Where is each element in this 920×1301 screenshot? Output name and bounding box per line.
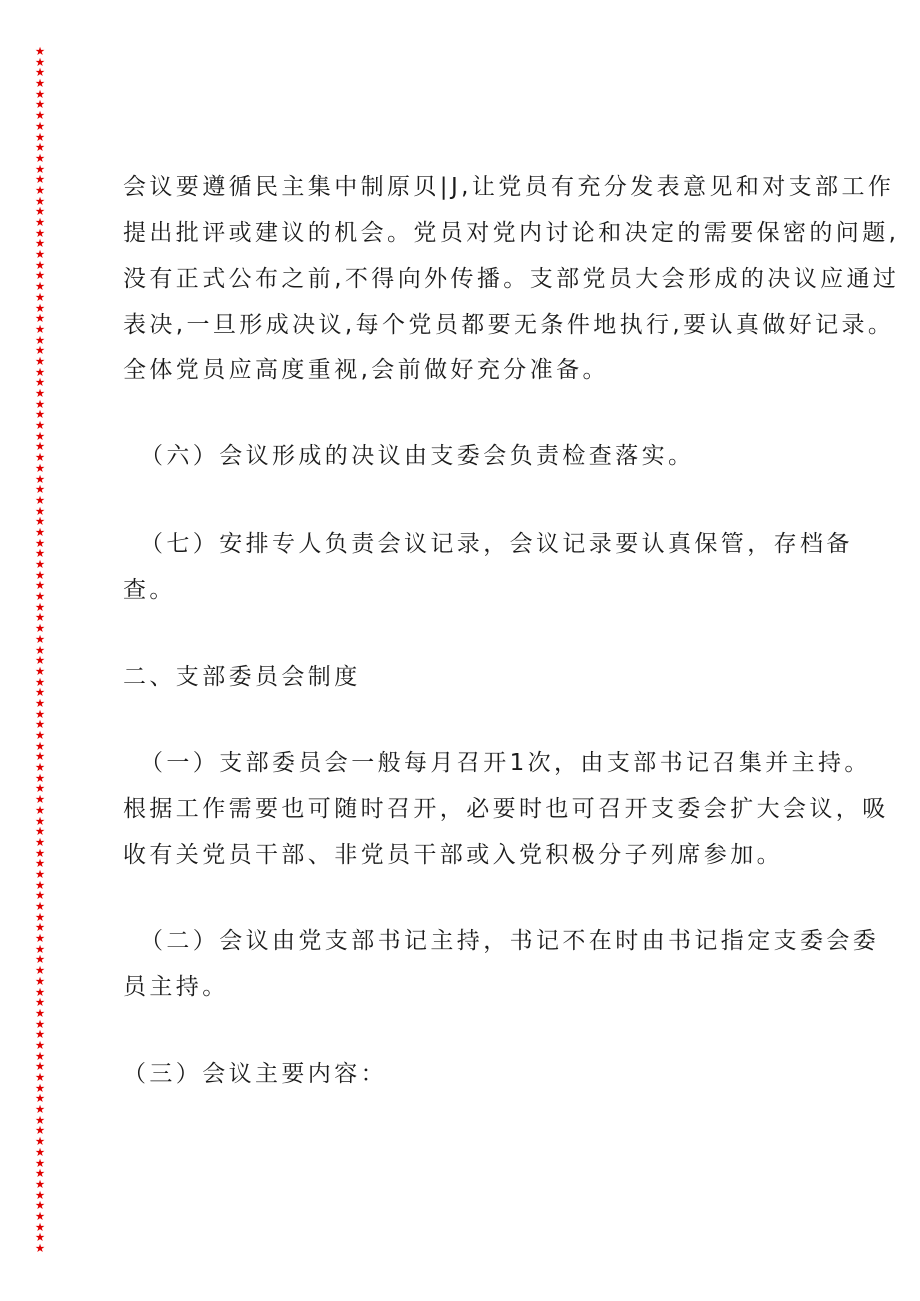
star-icon: ★	[34, 642, 46, 657]
star-icon: ★	[34, 1155, 46, 1170]
star-icon: ★	[34, 1134, 46, 1149]
star-icon: ★	[34, 546, 46, 561]
star-icon: ★	[34, 792, 46, 807]
star-icon: ★	[34, 236, 46, 251]
star-icon: ★	[34, 108, 46, 123]
paragraph-1-line-3: 没有正式公布之前,不得向外传播。支部党员大会形成的决议应通过	[123, 266, 900, 292]
star-icon: ★	[34, 1219, 46, 1234]
star-icon: ★	[34, 321, 46, 336]
star-icon: ★	[34, 1027, 46, 1042]
star-icon: ★	[34, 492, 46, 507]
star-icon: ★	[34, 247, 46, 262]
star-icon: ★	[34, 781, 46, 796]
star-icon: ★	[34, 364, 46, 379]
star-icon: ★	[34, 631, 46, 646]
paragraph-1-line-4: 表决,一旦形成决议,每个党员都要无条件地执行,要认真做好记录。	[123, 312, 895, 338]
star-icon: ★	[34, 728, 46, 742]
star-icon: ★	[34, 685, 46, 700]
star-icon: ★	[34, 845, 46, 860]
star-icon: ★	[34, 610, 46, 625]
star-icon: ★	[34, 396, 46, 411]
star-icon: ★	[34, 760, 46, 775]
star-icon: ★	[34, 589, 46, 604]
star-icon: ★	[34, 1166, 46, 1181]
star-icon: ★	[34, 150, 46, 165]
star-icon: ★	[34, 182, 46, 197]
star-icon: ★	[34, 279, 46, 294]
star-icon: ★	[34, 225, 46, 240]
item-2-3-line-1: （三）会议主要内容：	[123, 1061, 387, 1087]
star-icon: ★	[34, 1048, 46, 1063]
item-6-line-1: （六）会议形成的决议由支委会负责检查落实。	[140, 443, 695, 469]
star-icon: ★	[34, 65, 46, 80]
star-icon: ★	[34, 439, 46, 454]
star-icon: ★	[34, 1198, 46, 1213]
star-icon: ★	[34, 140, 46, 155]
star-icon: ★	[34, 738, 46, 753]
star-icon: ★	[34, 76, 46, 91]
star-icon: ★	[34, 557, 46, 571]
star-icon: ★	[34, 257, 46, 272]
star-icon: ★	[34, 888, 46, 903]
paragraph-1-line-2: 提出批评或建议的机会。党员对党内讨论和决定的需要保密的问题,	[123, 220, 900, 246]
star-icon: ★	[34, 215, 46, 229]
star-icon: ★	[34, 941, 46, 956]
paragraph-1-line-1: 会议要遵循民主集中制原贝|J,让党员有充分发表意见和对支部工作	[123, 174, 895, 200]
item-2-1-line-1: （一）支部委员会一般每月召开1次，由支部书记召集并主持。	[140, 750, 871, 776]
star-icon: ★	[34, 86, 46, 101]
star-icon: ★	[34, 524, 46, 539]
star-icon: ★	[34, 1112, 46, 1127]
star-icon: ★	[34, 129, 46, 144]
star-icon: ★	[34, 963, 46, 978]
star-icon: ★	[34, 204, 46, 219]
star-icon: ★	[34, 695, 46, 710]
star-icon: ★	[34, 717, 46, 732]
star-icon: ★	[34, 343, 46, 358]
star-icon: ★	[34, 418, 46, 433]
star-icon: ★	[34, 514, 46, 529]
star-icon: ★	[34, 172, 46, 187]
star-icon: ★	[34, 674, 46, 689]
star-icon: ★	[34, 866, 46, 881]
star-icon: ★	[34, 973, 46, 988]
item-2-2-line-1: （二）会议由党支部书记主持，书记不在时由书记指定支委会委	[140, 928, 880, 954]
paragraph-1-line-5: 全体党员应高度重视,会前做好充分准备。	[123, 357, 609, 383]
star-icon: ★	[34, 920, 46, 935]
star-icon: ★	[34, 460, 46, 475]
star-icon: ★	[34, 1059, 46, 1074]
star-icon: ★	[34, 984, 46, 999]
star-icon: ★	[34, 770, 46, 785]
star-icon: ★	[34, 535, 46, 550]
star-icon: ★	[34, 332, 46, 347]
star-icon: ★	[34, 824, 46, 839]
star-icon: ★	[34, 161, 46, 176]
star-icon: ★	[34, 353, 46, 368]
star-icon: ★	[34, 386, 46, 400]
star-icon: ★	[34, 46, 46, 58]
star-icon: ★	[34, 482, 46, 497]
star-icon: ★	[34, 311, 46, 326]
star-icon: ★	[34, 1144, 46, 1159]
star-icon: ★	[34, 471, 46, 486]
star-icon: ★	[34, 834, 46, 849]
item-7-line-2: 查。	[123, 577, 176, 603]
star-icon: ★	[34, 1070, 46, 1084]
item-2-1-line-3: 收有关党员干部、非党员干部或入党积极分子列席参加。	[123, 842, 783, 868]
star-icon: ★	[34, 663, 46, 678]
star-icon: ★	[34, 952, 46, 967]
star-icon: ★	[34, 450, 46, 465]
star-icon: ★	[34, 1037, 46, 1052]
star-icon: ★	[34, 1123, 46, 1138]
star-icon: ★	[34, 1230, 46, 1245]
star-icon: ★	[34, 1176, 46, 1191]
star-icon: ★	[34, 118, 46, 133]
star-icon: ★	[34, 1080, 46, 1095]
star-icon: ★	[34, 97, 46, 112]
star-icon: ★	[34, 1091, 46, 1106]
star-icon: ★	[34, 289, 46, 304]
star-icon: ★	[34, 407, 46, 422]
star-icon: ★	[34, 813, 46, 828]
star-icon: ★	[34, 802, 46, 817]
star-icon: ★	[34, 300, 46, 315]
star-icon: ★	[34, 909, 46, 924]
star-icon: ★	[34, 653, 46, 668]
star-icon: ★	[34, 1208, 46, 1223]
star-icon: ★	[34, 503, 46, 518]
star-icon: ★	[34, 268, 46, 283]
item-2-1-line-2: 根据工作需要也可随时召开，必要时也可召开支委会扩大会议，吸	[123, 796, 889, 822]
star-icon: ★	[34, 899, 46, 913]
star-icon: ★	[34, 877, 46, 892]
star-icon: ★	[34, 578, 46, 593]
item-7-line-1: （七）安排专人负责会议记录，会议记录要认真保管，存档备	[140, 531, 853, 557]
star-icon: ★	[34, 995, 46, 1010]
star-icon: ★	[34, 375, 46, 390]
star-icon: ★	[34, 193, 46, 208]
star-icon: ★	[34, 1102, 46, 1117]
star-icon: ★	[34, 1016, 46, 1031]
star-icon: ★	[34, 599, 46, 614]
item-2-2-line-2: 员主持。	[123, 974, 229, 1000]
star-icon: ★	[34, 856, 46, 871]
star-icon: ★	[34, 567, 46, 582]
star-icon: ★	[34, 428, 46, 443]
star-icon: ★	[34, 621, 46, 636]
star-icon: ★	[34, 749, 46, 764]
star-icon: ★	[34, 1005, 46, 1020]
star-icon: ★	[34, 1241, 46, 1255]
star-icon: ★	[34, 54, 46, 69]
star-icon: ★	[34, 706, 46, 721]
section-2-heading: 二、支部委员会制度	[123, 664, 361, 690]
star-icon: ★	[34, 931, 46, 946]
star-icon: ★	[34, 1187, 46, 1202]
